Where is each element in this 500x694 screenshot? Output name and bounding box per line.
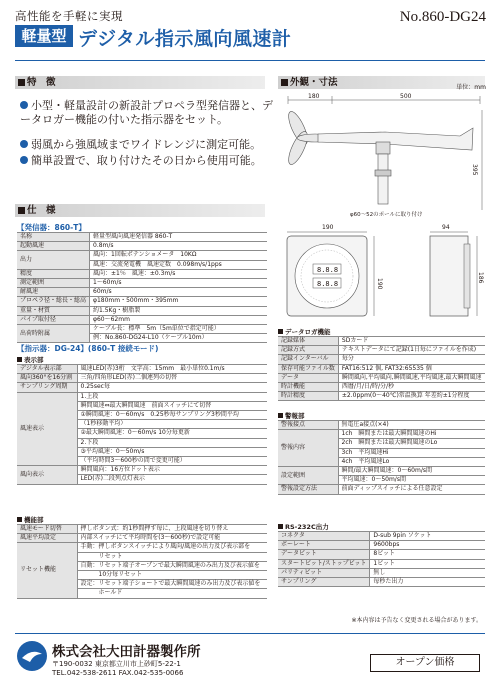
logger-table — [278, 336, 485, 401]
table-value: 10分毎リセット — [77, 571, 267, 580]
svg-text:8.8.8: 8.8.8 — [317, 266, 339, 274]
table-key: 名称 — [17, 233, 90, 242]
table-key: 記録インターバル — [278, 355, 338, 364]
disclaimer-note: ※本内容は予告なく変更される場合があります。 — [351, 617, 482, 624]
table-row — [17, 325, 267, 334]
table-row — [278, 485, 485, 494]
table-value: 2.下段 — [77, 438, 267, 447]
table-row — [17, 233, 267, 242]
table-row — [278, 364, 485, 373]
table-value: 1～60m/s — [90, 279, 267, 288]
table-value: ±2.0ppm(0～40℃)常温換算 年差約±1分程度 — [338, 392, 485, 401]
dim-label: 180 — [308, 93, 320, 100]
table-key: 精度 — [17, 269, 90, 278]
table-row — [278, 355, 485, 364]
company-logo — [16, 640, 48, 672]
table-value: 風速：交流発電機 風速定数 0.098m/s/1pps — [90, 260, 267, 269]
table-value: D-sub 9pin ソケット — [370, 532, 485, 541]
company-contact: TEL.042-538-2611 FAX.042-535-0066 — [52, 669, 184, 677]
sensor-drawing — [280, 92, 485, 220]
header-rule — [15, 60, 485, 61]
table-value: テキストデータにて記録(1日毎にファイルを作成) — [338, 346, 485, 355]
table-value: 押しボタン式：約1秒間押す毎に、上段風速を切り替え — [77, 525, 267, 534]
table-value: ①瞬間風速：0～60m/s 0.25秒毎サンプリング3秒間平均 — [77, 411, 267, 420]
table-row — [17, 543, 267, 552]
table-row — [17, 383, 267, 392]
section-label: 仕 様 — [27, 205, 56, 216]
table-row — [17, 306, 267, 315]
table-value: FAT16:512 個, FAT32:65535 個 — [338, 364, 485, 373]
table-value: 9600bps — [370, 541, 485, 550]
page-title: デジタル指示風向風速計 — [78, 28, 292, 50]
feature-text: 小型・軽量設計の新設計プロペラ型発信器と、データロガー機能の付いた指示器をセット。 — [20, 99, 273, 126]
table-key: コネクタ — [278, 532, 370, 541]
table-key: 耐風速 — [17, 288, 90, 297]
feature-item — [20, 154, 280, 168]
dim-label: 190 — [376, 278, 383, 290]
table-key: 警報内容 — [278, 430, 338, 467]
table-key: ボーレート — [278, 541, 370, 550]
square-icon — [278, 329, 283, 334]
table-key: 警報接点 — [278, 421, 338, 430]
table-value: 風向：1回転ポテンショメータ 10KΩ — [90, 251, 267, 260]
display-subtitle — [17, 355, 44, 364]
bullet-icon — [20, 140, 28, 148]
feature-item — [20, 99, 280, 127]
table-value: 毎秒た出力 — [370, 578, 485, 587]
table-value: （1秒移動平均） — [77, 420, 267, 429]
table-value: 三角/四角形LED(赤)二個連列の切替 — [77, 374, 267, 383]
table-key: リセット機能 — [17, 543, 77, 598]
table-value: 手動：押しボタンスイッチにより風向/風速の出力及び表示部を — [77, 543, 267, 552]
table-key: データ — [278, 373, 338, 382]
table-key: 風速平均設定 — [17, 534, 77, 543]
table-row — [278, 421, 485, 430]
logger-subtitle — [278, 327, 331, 336]
section-bar-specs — [15, 204, 265, 217]
table-value: 瞬間風向,平均風向,瞬間風速,平均風速,最大瞬間風速 — [338, 373, 485, 382]
dim-label: 94 — [442, 224, 450, 231]
table-row — [278, 541, 485, 550]
footer-rule — [15, 633, 485, 634]
table-value: 0.8m/s — [90, 242, 267, 251]
table-key: 重量・材質 — [17, 306, 90, 315]
table-row — [278, 346, 485, 355]
table-row — [17, 269, 267, 278]
table-row — [17, 288, 267, 297]
mech-table — [17, 524, 267, 599]
table-key: 設定範囲 — [278, 467, 338, 485]
subtitle-text: 警報部 — [285, 412, 305, 420]
table-key: パイプ取付径 — [17, 315, 90, 324]
table-row — [17, 242, 267, 251]
section-bar-dimensions — [278, 76, 485, 89]
table-row — [278, 568, 485, 577]
table-row — [278, 559, 485, 568]
table-value: 0.25sec毎 — [77, 383, 267, 392]
table-row — [278, 467, 485, 476]
table-key: 記録方式 — [278, 346, 338, 355]
table-value: 西暦/月/日/時/分/秒 — [338, 383, 485, 392]
table-value: ③平均風速：0～50m/s — [77, 447, 267, 456]
feature-text: 弱風から強風域までワイドレンジに測定可能。 — [31, 138, 262, 151]
table-value: リセット — [77, 552, 267, 561]
table-row — [278, 383, 485, 392]
table-row — [17, 251, 267, 260]
table-key: 記録媒体 — [278, 337, 338, 346]
dim-label: 190 — [322, 224, 334, 231]
table-row — [17, 525, 267, 534]
feature-item — [20, 138, 280, 152]
table-key: 風速表示 — [17, 392, 77, 466]
bullet-icon — [20, 156, 28, 164]
table-value: ケーブル長：標準 5m（5m単位で指定可能） — [90, 325, 267, 334]
table-value: ホールド — [77, 589, 267, 598]
section-label: 外観・寸法 — [290, 77, 338, 88]
feature-text: 簡単設置で、取り付けたその日から使用可能。 — [31, 154, 262, 167]
table-key: スタートビット/ストップビット — [278, 559, 370, 568]
square-icon — [18, 79, 25, 86]
table-key: 時計精度 — [278, 392, 338, 401]
table-value: φ60～62mm — [90, 315, 267, 324]
table-value: SDカード — [338, 337, 485, 346]
table-value: 設定：リセット端子ショートで最大瞬間風速のみ出力及び表示値を — [77, 580, 267, 589]
table-value: 8ビット — [370, 550, 485, 559]
table-value: 瞬間風向：16方位ドット表示 — [77, 466, 267, 475]
section-label: 特 徴 — [27, 77, 56, 88]
pole-note: φ60～52のポールに取り付け — [350, 212, 423, 218]
table-row — [17, 392, 267, 401]
square-icon — [278, 413, 283, 418]
table-value: 2ch 瞬間または最大瞬間風速のLo — [338, 439, 485, 448]
section-bar-features — [15, 76, 265, 89]
table-key: 時計機能 — [278, 383, 338, 392]
square-icon — [278, 524, 283, 529]
table-value: 1ビット — [370, 559, 485, 568]
table-value: 1.上段 — [77, 392, 267, 401]
table-row — [278, 373, 485, 382]
table-value: 無電圧a接点(×4) — [338, 421, 485, 430]
subtitle: 高性能を手軽に実現 — [15, 9, 123, 23]
table-row — [17, 315, 267, 324]
square-icon — [281, 79, 288, 86]
table-key: 測定範囲 — [17, 279, 90, 288]
rs232c-subtitle — [278, 522, 329, 531]
table-value: LED(赤)二段列点灯表示 — [77, 475, 267, 484]
table-row — [278, 550, 485, 559]
subtitle-text: 機能部 — [24, 516, 44, 524]
bullet-icon — [20, 101, 28, 109]
table-row — [278, 430, 485, 439]
table-value: 風向：±1％ 風速：±0.3m/s — [90, 269, 267, 278]
company-name: 株式会社大田計器製作所 — [52, 644, 201, 660]
subtitle-text: 表示部 — [24, 356, 44, 364]
table-row — [17, 279, 267, 288]
table-row — [17, 374, 267, 383]
table-key: サンプリング — [278, 578, 370, 587]
mech-subtitle — [17, 515, 44, 524]
table-row — [17, 297, 267, 306]
company-address: 〒190-0032 東京都立川市上砂町5-22-1 — [52, 660, 181, 668]
table-value: 自動：リセット端子オープンで最大瞬間風速のみ出力及び表示値を — [77, 561, 267, 570]
subtitle-text: データロガ機能 — [285, 328, 331, 336]
model-number: No.860-DG24 — [399, 9, 486, 25]
table-key: 保存可能ファイル数 — [278, 364, 338, 373]
table-row — [278, 532, 485, 541]
table-key: パリティビット — [278, 568, 370, 577]
table-value: 無し — [370, 568, 485, 577]
table-row — [17, 365, 267, 374]
table-value: 平均風速：0～50m/s間 — [338, 476, 485, 485]
table-key: 出荷時附属 — [17, 325, 90, 343]
table-value: 約1.5Kg・樹脂製 — [90, 306, 267, 315]
table-value: φ180mm・500mm・395mm — [90, 297, 267, 306]
dim-label: 500 — [400, 93, 412, 100]
indicator-drawing — [282, 222, 484, 322]
table-value: 例：No.860-DG24-L10（ケーブル10m） — [90, 334, 267, 343]
table-key: サンプリング周期 — [17, 383, 77, 392]
table-key: 出力 — [17, 251, 90, 269]
alarm-table — [278, 420, 485, 495]
table-row — [278, 578, 485, 587]
table-key: 警報設定方法 — [278, 485, 338, 494]
table-value: 毎分 — [338, 355, 485, 364]
table-row — [17, 534, 267, 543]
table-value: 瞬間/最大瞬間風速：0～60m/s間 — [338, 467, 485, 476]
transmitter-title: 【発信器：860-T】 — [17, 223, 86, 232]
display-table — [17, 364, 267, 485]
table-value: ②最大瞬間風速：0～60m/s 10分毎更新 — [77, 429, 267, 438]
table-key: 風向360°を16分割 — [17, 374, 77, 383]
dim-label: 186 — [477, 272, 484, 284]
svg-text:8.8.8: 8.8.8 — [317, 280, 339, 288]
table-key: デジタル表示部 — [17, 365, 77, 374]
table-row — [278, 392, 485, 401]
table-value: 1ch 瞬間または最大瞬間風速のHi — [338, 430, 485, 439]
table-value: 前面ディップスイッチによる任意設定 — [338, 485, 485, 494]
square-icon — [18, 207, 25, 214]
table-row — [17, 466, 267, 475]
table-value: 軽量型風向風速発信器 860-T — [90, 233, 267, 242]
table-value: 3ch 平均風速Hi — [338, 448, 485, 457]
transmitter-table — [17, 232, 267, 343]
lightweight-badge: 軽量型 — [15, 25, 73, 47]
unit-note: 単位：mm — [456, 84, 486, 91]
table-key: プロペラ径・総長・総高 — [17, 297, 90, 306]
table-value: 60m/s — [90, 288, 267, 297]
table-key: 風速モード切替 — [17, 525, 77, 534]
table-value: 瞬間風速⇔最大瞬間風速 前面スイッチにて切替 — [77, 401, 267, 410]
table-value: （平均時間3～600秒の間で変更可能） — [77, 457, 267, 466]
subtitle-text: RS-232C出力 — [285, 523, 329, 531]
dim-label: 395 — [471, 164, 478, 176]
price-box: オープン価格 — [370, 654, 480, 672]
square-icon — [17, 357, 22, 362]
table-value: 内部スイッチにて平均時間を(3～600秒)で設定可能 — [77, 534, 267, 543]
table-row — [278, 337, 485, 346]
alarm-subtitle — [278, 411, 305, 420]
table-key: データビット — [278, 550, 370, 559]
table-key: 風向表示 — [17, 466, 77, 484]
rs232c-table — [278, 531, 485, 587]
table-value: 風速LED(赤)3桁 文字高：15mm 最小単位0.1m/s — [77, 365, 267, 374]
square-icon — [17, 517, 22, 522]
indicator-title: 【指示器：DG-24】(860-T 接続モード) — [17, 344, 159, 353]
table-key: 起動風速 — [17, 242, 90, 251]
table-value: 4ch 平均風速Lo — [338, 457, 485, 466]
